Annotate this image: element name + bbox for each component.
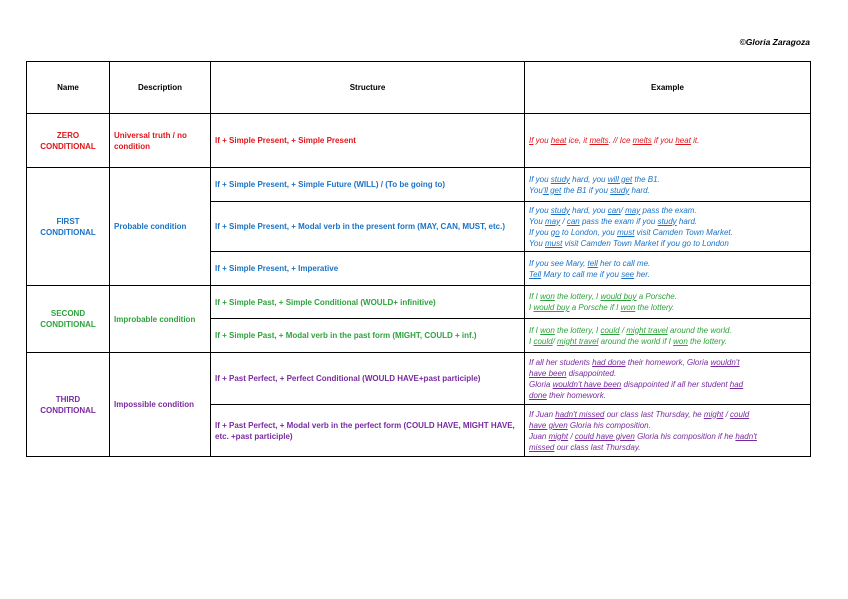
- underlined-verb: wouldn't: [710, 357, 740, 367]
- underlined-verb: see: [621, 269, 635, 279]
- example-text: to London, you: [559, 227, 618, 237]
- example-text: visit Camden Town Market.: [634, 227, 733, 237]
- underlined-verb: might travel: [557, 336, 599, 346]
- example-line: [529, 379, 806, 390]
- example-text: If you see Mary,: [529, 258, 588, 268]
- example-text: If you: [529, 205, 551, 215]
- underlined-verb: will get: [607, 174, 633, 184]
- example-line: [529, 390, 806, 401]
- example-text: Gloria: [529, 379, 553, 389]
- underlined-verb: would buy: [600, 292, 637, 301]
- structure-first-1: If + Simple Present, + Simple Future (WILL) / (To be going to): [211, 168, 525, 202]
- example-line: [529, 269, 806, 280]
- underlined-verb: have been: [529, 368, 567, 378]
- example-line: [529, 368, 806, 379]
- example-second-1: [525, 286, 811, 319]
- example-text: Gloria his composition if he: [634, 431, 736, 441]
- example-text: hard, you: [569, 174, 608, 184]
- row-first-conditional-1: [27, 168, 811, 202]
- name-third-conditional: THIRD CONDITIONAL: [27, 353, 110, 457]
- example-text: I: [529, 336, 534, 346]
- underlined-verb: had: [729, 379, 744, 389]
- row-zero-conditional: [27, 114, 811, 168]
- example-text: if you: [651, 136, 676, 145]
- structure-third-2: If + Past Perfect, + Modal verb in the perfect form (COULD HAVE, MIGHT HAVE, etc. +past participle): [211, 405, 525, 457]
- example-text: Mary to call me if you: [541, 269, 622, 279]
- example-text: I: [529, 303, 534, 312]
- example-text: You: [529, 238, 546, 248]
- example-text: /: [723, 409, 731, 419]
- example-line: [529, 185, 806, 196]
- example-zero-1: [525, 114, 811, 168]
- underlined-verb: could: [730, 409, 750, 419]
- example-line: [529, 302, 806, 313]
- header-row: [27, 62, 811, 114]
- example-text: the B1.: [632, 174, 660, 184]
- structure-third-1: If + Past Perfect, + Perfect Conditional (WOULD HAVE+past participle): [211, 353, 525, 405]
- example-text: /: [620, 205, 626, 215]
- example-text: visit Camden Town Market if you go to London: [562, 238, 729, 248]
- underlined-verb: study: [550, 205, 570, 215]
- example-text: Gloria his composition.: [567, 420, 651, 430]
- example-text: If you: [529, 227, 551, 237]
- example-first-3: [525, 252, 811, 286]
- name-first-conditional: FIRST CONDITIONAL: [27, 168, 110, 286]
- header-name: Name: [27, 62, 110, 114]
- example-line: [529, 205, 806, 216]
- underlined-verb: had done: [592, 357, 626, 367]
- underlined-verb: won: [540, 325, 555, 335]
- underlined-verb: must: [545, 238, 563, 248]
- example-text: If I: [529, 292, 541, 301]
- example-text: their homework.: [546, 390, 606, 400]
- example-line: [529, 336, 806, 347]
- underlined-verb: wouldn't have been: [552, 379, 622, 389]
- example-text: . // Ice: [608, 136, 633, 145]
- example-text: If you: [529, 174, 551, 184]
- structure-second-2: If + Simple Past, + Modal verb in the past form (MIGHT, COULD + inf.): [211, 319, 525, 353]
- description-second-conditional: Improbable condition: [110, 286, 211, 353]
- example-line: [529, 227, 806, 238]
- example-line: [529, 357, 806, 368]
- underlined-verb: hadn't: [735, 431, 757, 441]
- example-text: a Porsche.: [636, 292, 677, 301]
- example-text: the lottery.: [635, 303, 675, 312]
- conditionals-table: [26, 61, 811, 457]
- example-third-2: [525, 405, 811, 457]
- header-description: Description: [110, 62, 211, 114]
- example-text: our class last Thursday.: [554, 442, 641, 452]
- underlined-verb: hadn't missed: [555, 409, 605, 419]
- example-third-1: [525, 353, 811, 405]
- underlined-verb: might travel: [626, 325, 668, 335]
- structure-first-2: If + Simple Present, + Modal verb in the present form (MAY, CAN, MUST, etc.): [211, 202, 525, 252]
- example-text: hard.: [629, 185, 650, 195]
- example-text: If Juan: [529, 409, 556, 419]
- example-text: /: [619, 325, 627, 335]
- example-text: the lottery, I: [554, 292, 601, 301]
- example-text: the B1 if you: [561, 185, 611, 195]
- underlined-verb: heat: [550, 136, 567, 145]
- underlined-verb: could have given: [574, 431, 635, 441]
- example-text: our class last Thursday, he: [604, 409, 704, 419]
- underlined-verb: won: [620, 303, 636, 312]
- example-text: their homework, Gloria: [625, 357, 711, 367]
- example-text: disappointed if all her student: [621, 379, 730, 389]
- structure-first-3: If + Simple Present, + Imperative: [211, 252, 525, 286]
- example-line: [529, 325, 806, 336]
- example-text: you: [533, 136, 551, 145]
- name-zero-conditional: ZERO CONDITIONAL: [27, 114, 110, 168]
- underlined-verb: study: [550, 174, 570, 184]
- example-text: /: [560, 216, 567, 226]
- example-text: hard, you: [569, 205, 608, 215]
- example-text: around the world if I: [598, 336, 674, 346]
- example-line: [529, 442, 806, 453]
- example-text: disappointed.: [566, 368, 617, 378]
- underlined-verb: go: [550, 227, 560, 237]
- underlined-verb: must: [617, 227, 635, 237]
- name-second-conditional: SECOND CONDITIONAL: [27, 286, 110, 353]
- underlined-verb: may: [625, 205, 641, 215]
- underlined-verb: have given: [529, 420, 568, 430]
- example-text: hard.: [676, 216, 698, 226]
- header-example: Example: [525, 62, 811, 114]
- structure-second-1: If + Simple Past, + Simple Conditional (WOULD+ infinitive): [211, 286, 525, 319]
- underlined-verb: 'll get: [542, 185, 562, 195]
- example-text: You: [529, 185, 543, 195]
- underlined-verb: done: [529, 390, 547, 400]
- example-text: her to call me.: [597, 258, 651, 268]
- example-line: [529, 174, 806, 185]
- underlined-verb: If: [529, 136, 534, 145]
- underlined-verb: won: [673, 336, 688, 346]
- example-line: [529, 258, 806, 269]
- example-text: pass the exam.: [640, 205, 697, 215]
- example-second-2: [525, 319, 811, 353]
- header-structure: Structure: [211, 62, 525, 114]
- example-line: [529, 135, 806, 146]
- underlined-verb: can: [566, 216, 580, 226]
- underlined-verb: would buy: [533, 303, 570, 312]
- example-text: /: [552, 336, 558, 346]
- underlined-verb: Tell: [529, 269, 542, 279]
- description-third-conditional: Impossible condition: [110, 353, 211, 457]
- example-line: [529, 409, 806, 420]
- underlined-verb: won: [540, 292, 555, 301]
- example-line: [529, 216, 806, 227]
- example-text: Juan: [529, 431, 549, 441]
- underlined-verb: study: [610, 185, 630, 195]
- example-text: a Porsche if I: [569, 303, 621, 312]
- underlined-verb: missed: [529, 442, 555, 452]
- example-text: it.: [690, 136, 700, 145]
- description-zero-conditional: Universal truth / no condition: [110, 114, 211, 168]
- row-third-conditional-1: [27, 353, 811, 405]
- structure-zero-1: If + Simple Present, + Simple Present: [211, 114, 525, 168]
- example-line: [529, 420, 806, 431]
- description-first-conditional: Probable condition: [110, 168, 211, 286]
- example-text: If I: [529, 325, 541, 335]
- example-text: her.: [634, 269, 650, 279]
- underlined-verb: study: [657, 216, 677, 226]
- underlined-verb: could: [533, 336, 553, 346]
- underlined-verb: melts: [589, 136, 609, 145]
- example-text: the lottery.: [687, 336, 727, 346]
- example-text: /: [568, 431, 575, 441]
- example-line: [529, 238, 806, 249]
- example-line: [529, 431, 806, 442]
- row-second-conditional-1: [27, 286, 811, 319]
- underlined-verb: heat: [675, 136, 691, 145]
- underlined-verb: could: [600, 325, 620, 335]
- example-text: If all her students: [529, 357, 593, 367]
- example-text: pass the exam if you: [579, 216, 658, 226]
- example-text: You: [529, 216, 546, 226]
- example-line: [529, 291, 806, 302]
- example-text: ice, it: [566, 136, 590, 145]
- underlined-verb: melts: [632, 136, 652, 145]
- copyright-notice: ©Gloria Zaragoza: [739, 37, 810, 47]
- example-first-2: [525, 202, 811, 252]
- underlined-verb: may: [545, 216, 561, 226]
- underlined-verb: might: [703, 409, 724, 419]
- underlined-verb: might: [548, 431, 569, 441]
- underlined-verb: tell: [587, 258, 598, 268]
- example-text: around the world.: [667, 325, 732, 335]
- underlined-verb: can: [607, 205, 621, 215]
- example-text: the lottery, I: [554, 325, 601, 335]
- example-first-1: [525, 168, 811, 202]
